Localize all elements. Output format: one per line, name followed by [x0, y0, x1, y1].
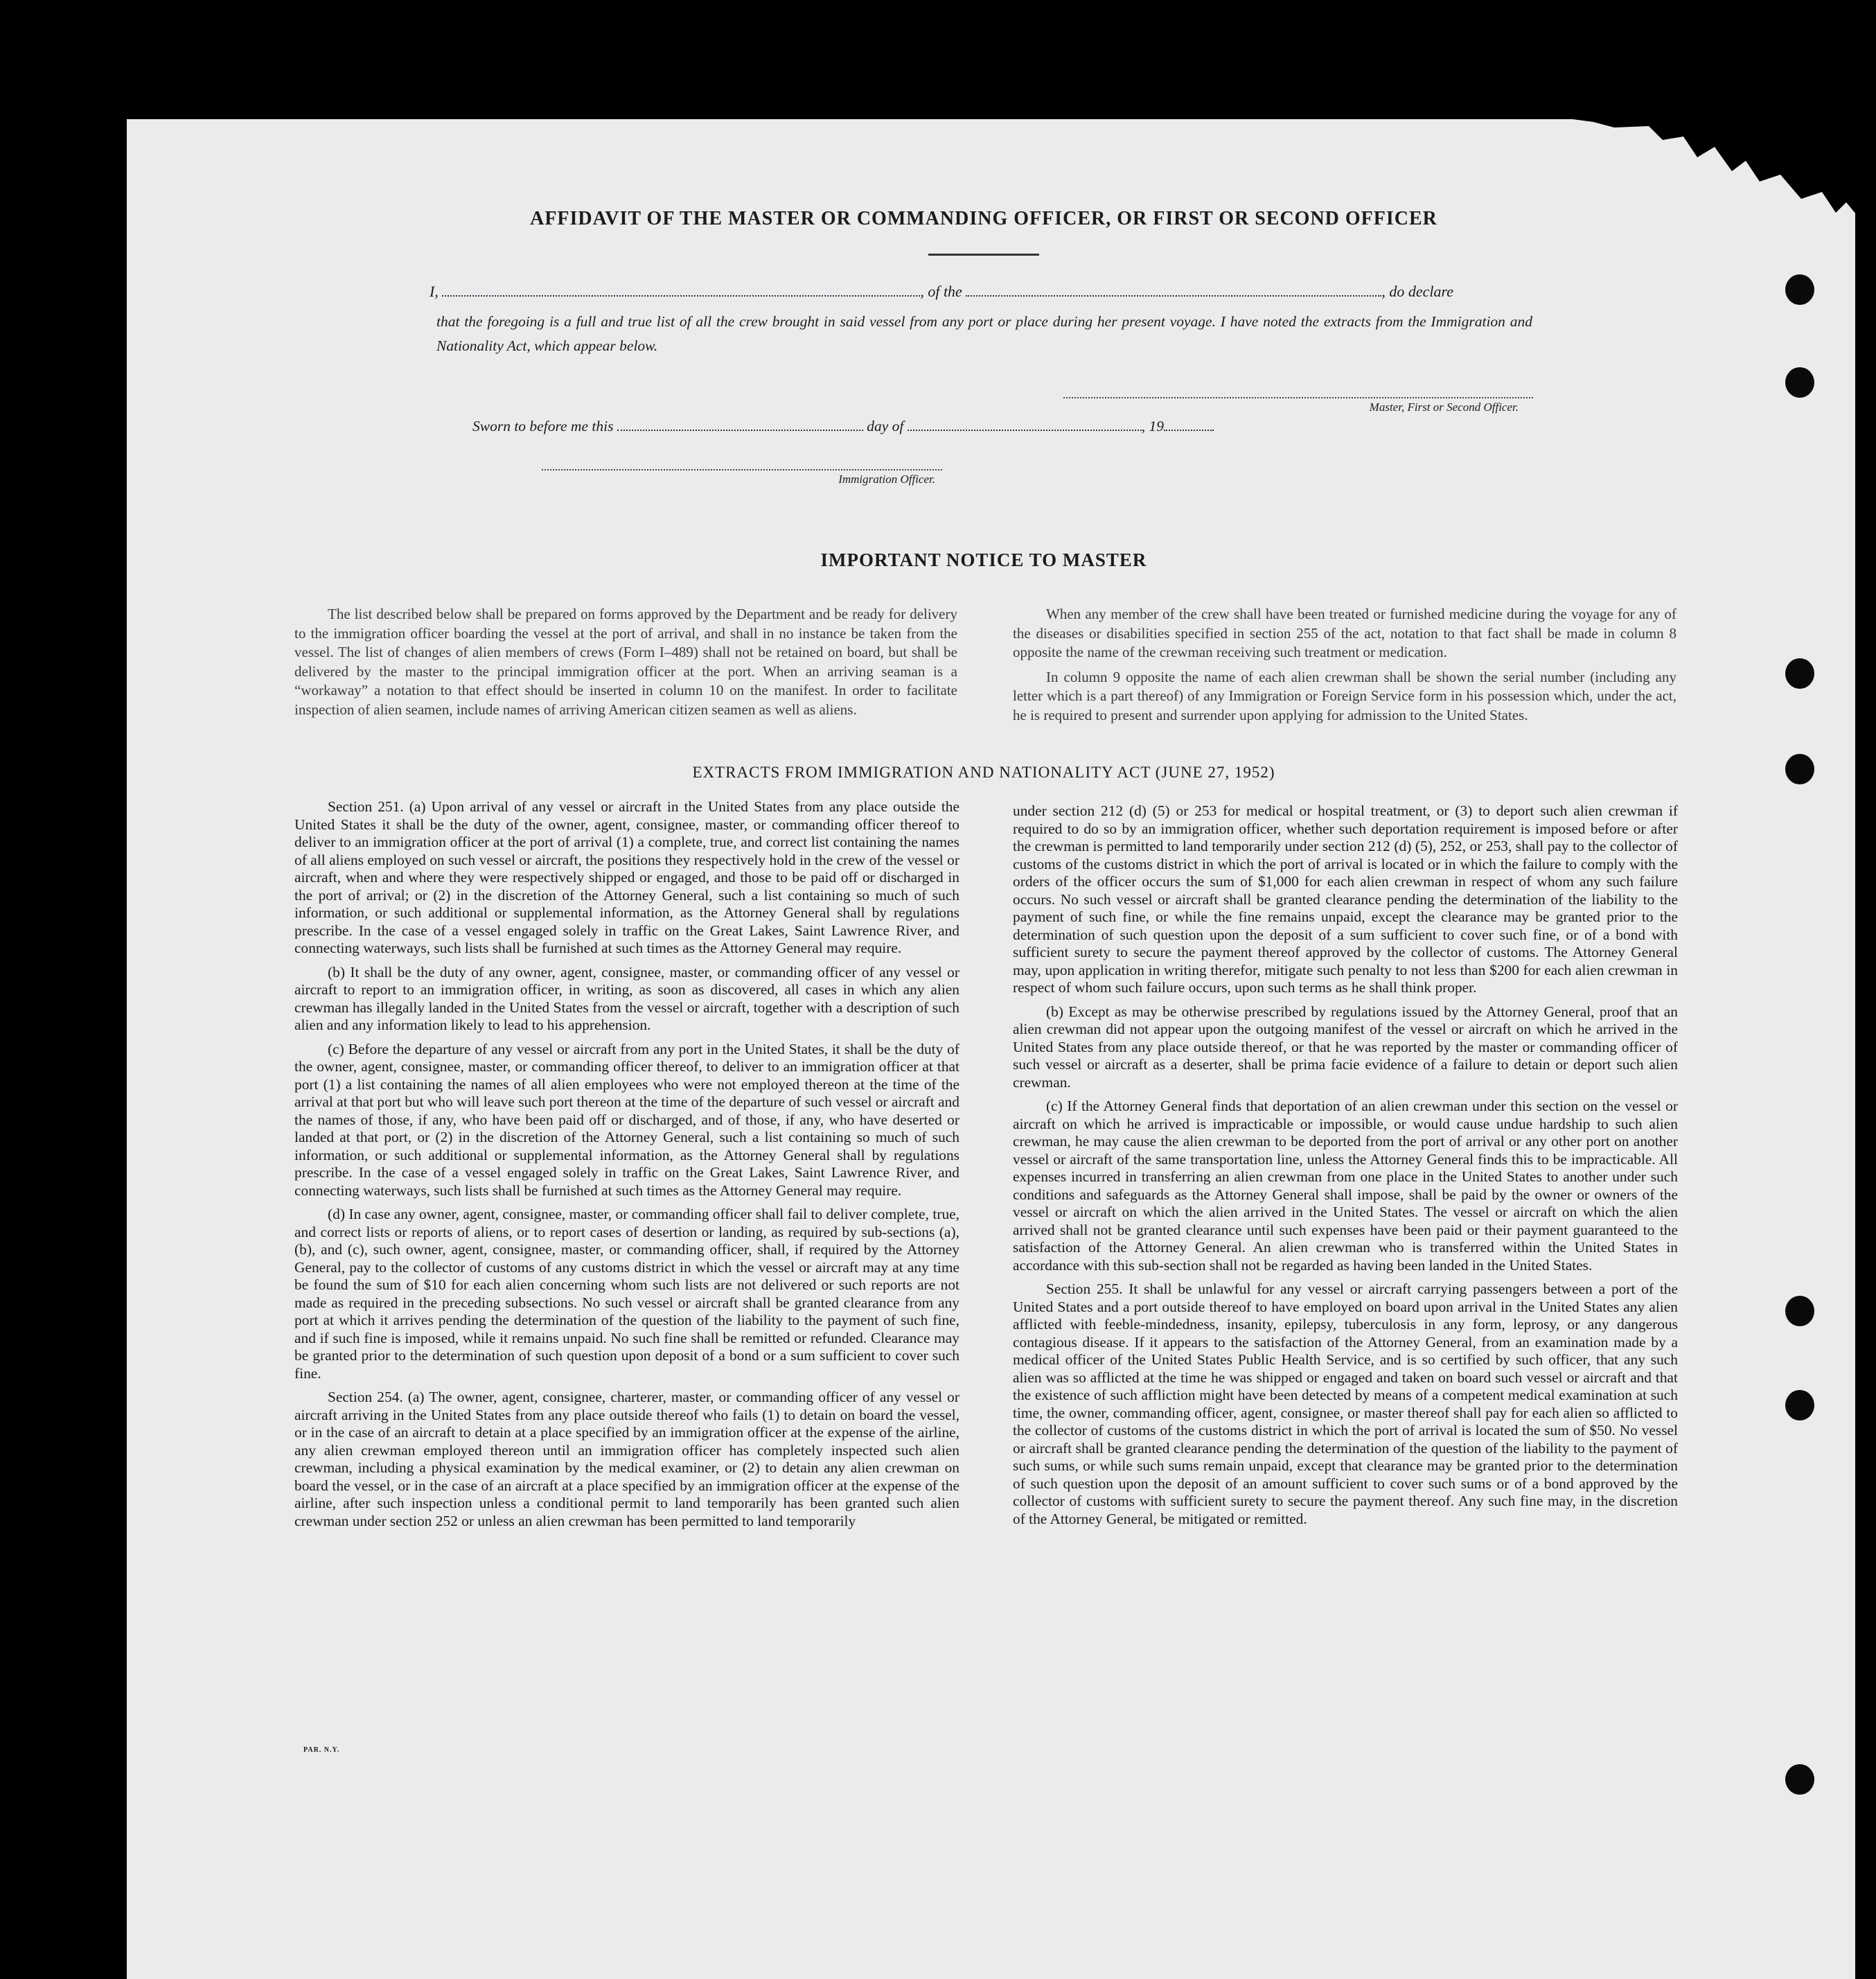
year-prefix: , 19 — [1141, 418, 1164, 434]
day-of-label: day of — [867, 418, 904, 434]
sworn-line — [472, 418, 1442, 435]
sworn-label: Sworn to before me this — [472, 418, 614, 434]
torn-corner — [1573, 119, 1864, 223]
binder-hole — [1785, 367, 1814, 398]
day-blank[interactable] — [617, 423, 863, 431]
printer-mark: PAR. N.Y. — [303, 1746, 340, 1754]
notice-title: IMPORTANT NOTICE TO MASTER — [820, 549, 1147, 570]
section-paragraph: (b) Except as may be otherwise prescribed by regulations issued by the Attorney General, proof that an alien crewman did not appear upon the outgoing manifest of the vessel or aircraft on which he arrived in the United States from any place outside thereof, or that he was reported by the master or commanding officer of such vessel or aircraft as a deserter, shall be prima facie evidence of a failure to detain or deport such alien crewman. — [1013, 1003, 1678, 1091]
binder-hole — [1785, 754, 1814, 784]
binder-hole — [1785, 658, 1814, 689]
master-signature-label: Master, First or Second Officer. — [1369, 401, 1519, 414]
binder-hole — [1785, 1296, 1814, 1326]
notice-paragraph: In column 9 opposite the name of each alien crewman shall be shown the serial number (including any letter which is a part thereof) of any Immigration or Foreign Service form in his possession which, under the act, he is required to present and surrender upon applying for admission to the United States. — [1013, 668, 1676, 723]
section-paragraph: (c) Before the departure of any vessel or aircraft from any port in the United States, it shall be the duty of the owner, agent, consignee, master, or commanding officer thereof, to deliver to an immigration officer at that port (1) a list containing the names of all alien employees who were not employed thereon at the time of the arrival at that port but who will leave such port thereon at the time of the departure of such vessel or aircraft and the names of those, if any, who have been paid off or discharged, and of those, if any, who have deserted or landed at that port, or (2) in the discretion of the Attorney General, such a list containing so much of such information, or such additional or supplemental information, as the Attorney General shall by regulations prescribe. In the case of a vessel engaged solely in traffic on the Great Lakes, Saint Lawrence River, and connecting waterways, such lists shall be furnished at such times as the Attorney General may require. — [294, 1040, 959, 1199]
vessel-blank[interactable] — [966, 288, 1381, 297]
section-paragraph: Section 255. It shall be unlawful for any vessel or aircraft carrying passengers between a port of the United States and a port outside thereof to have employed on board upon arrival in the United States any alien afflicted with feeble-mindedness, insanity, epilepsy, tuberculosis in any form, leprosy, or any dangerous contagious disease. If it appears to the satisfaction of the Attorney General, from an examination made by a medical officer of the United States Public Health Service, and is so certified by such officer, that any such alien was so afflicted at the time he was shipped or engaged and taken on board such vessel or aircraft and that the existence of such affliction might have been detected by means of a competent medical examination at such time, the owner, commanding officer, agent, consignee, or master thereof shall pay for each alien so afflicted to the collector of customs of the customs district in which the port of arrival is located the sum of $50. No vessel or aircraft shall be granted clearance pending the determination of the question of the liability to the payment of such sums, or while such sums remain unpaid, except that clearance may be granted prior to the determination of such question upon the deposit of an amount sufficient to cover such sums or of a bond approved by the collector of customs with sufficient surety to secure the payment thereof. Any such fine may, in the discretion of the Attorney General, be mitigated or remitted. — [1013, 1281, 1678, 1527]
notice-left-column — [294, 605, 957, 725]
officer-signature-line[interactable] — [542, 469, 942, 470]
extracts-title: EXTRACTS FROM IMMIGRATION AND NATIONALITY ACT (JUNE 27, 1952) — [692, 764, 1275, 781]
section-paragraph: under section 212 (d) (5) or 253 for medical or hospital treatment, or (3) to deport such alien crewman if required to do so by an immigration officer, whether such deportation requirement is imposed before or after the crewman is permitted to land temporarily under section 212 (d) (5), 252, or 253, shall pay to the collector of customs of the customs district in which the port of arrival is located or in which the failure to comply with the orders of the officer occurs the sum of $1,000 for each alien crewman in respect of whom any such failure occurs. No such vessel or aircraft shall be granted clearance pending the determination of the liability to the payment of such fine, or while the fine remains unpaid, except the clearance may be granted prior to the determination of such question upon the deposit of a sum sufficient to cover such fine, or of a bond with sufficient surety to secure the payment thereof approved by the collector of customs. The Attorney General may, upon application in writing therefor, mitigate such penalty to not less than $200 for each alien crewman in respect of whom such failure occurs, upon such terms as he shall think proper. — [1013, 802, 1678, 996]
officer-signature-label: Immigration Officer. — [838, 473, 935, 486]
of-the-label: , of the — [920, 283, 962, 300]
month-blank[interactable] — [908, 423, 1142, 431]
section-paragraph: Section 254. (a) The owner, agent, consignee, charterer, master, or commanding officer of any vessel or aircraft arriving in the United States from any place outside thereof who fails (1) to detain on board the vessel, or in the case of an aircraft to detain at a place specified by an immigration officer at the expense of the airline, any alien crewman employed thereon until an immigration officer has completely inspected such alien crewman, including a physical examination by the medical examiner, or (2) to detain any alien crewman on board the vessel, or in the case of an aircraft at a place specified by an immigration officer at the expense of the airline, after such inspection unless a conditional permit to land temporarily has been granted such alien crewman under section 252 or unless an alien crewman has been permitted to land temporarily — [294, 1389, 959, 1529]
declaration-line — [430, 283, 1538, 301]
extracts-left-column — [294, 798, 959, 1536]
declaration-text: that the foregoing is a full and true list of all the crew brought in said vessel from any port or place during her present voyage. I have noted the extracts from the Immigration and Nationality Act, which appear below. — [436, 313, 1532, 354]
section-paragraph: (c) If the Attorney General finds that deportation of an alien crewman under this section on the vessel or aircraft on which he arrived is impracticable or impossible, or would cause undue hardship to such alien crewman, he may cause the alien crewman to be deported from the port of arrival or any other port on another vessel or aircraft of the same transportation line, unless the Attorney General finds this to be impracticable. All expenses incurred in transferring an alien crewman from one place in the United States to another under such conditions and safeguards as the Attorney General shall impose, shall be paid by the owner or owners of the vessel or aircraft on which the alien arrived in the United States. The vessel or aircraft on which the alien arrived shall not be granted clearance until such expenses have been paid or their payment guaranteed to the satisfaction of the Attorney General. An alien crewman who is transferred within the United States in accordance with this sub-section shall not be regarded as having been landed in the United States. — [1013, 1098, 1678, 1274]
name-blank[interactable] — [442, 288, 920, 297]
notice-paragraph: When any member of the crew shall have been treated or furnished medicine during the voyage for any of the diseases or disabilities specified in section 255 of the act, notation to that fact shall be made in column 8 opposite the name of the crewman receiving such treatment or medication. — [1013, 606, 1676, 660]
affidavit-title: AFFIDAVIT OF THE MASTER OR COMMANDING OFFICER, OR FIRST OR SECOND OFFICER — [530, 208, 1437, 229]
i-label: I, — [430, 283, 439, 300]
extracts-right-column — [1013, 802, 1678, 1534]
notice-right-column — [1013, 605, 1676, 730]
do-declare-label: , do declare — [1381, 283, 1453, 300]
notice-paragraph: The list described below shall be prepared on forms approved by the Department and be ready for delivery to the immigration officer boarding the vessel at the port of arrival, and shall in no instance be taken from the vessel. The list of changes of alien members of crews (Form I–489) shall not be retained on board, but shall be delivered by the master to the principal immigration officer at the port. When an arriving seaman is a “workaway” a notation to that effect should be inserted in column 10 on the manifest. In order to facilitate inspection of alien seamen, include names of arriving American citizen seamen as well as aliens. — [294, 606, 957, 718]
section-paragraph: Section 251. (a) Upon arrival of any vessel or aircraft in the United States from any place outside the United States it shall be the duty of the owner, agent, consignee, master, or commanding officer thereof to deliver to an immigration officer at the port of arrival (1) a complete, true, and correct list containing the names of all aliens employed on such vessel or aircraft, the positions they respectively hold in the crew of the vessel or aircraft, when and where they were respectively shipped or engaged, and those to be paid off or discharged in the port of arrival; or (2) in the discretion of the Attorney General, such a list containing so much of such information, or such additional or supplemental information, as the Attorney General shall by regulations prescribe. In the case of a vessel engaged solely in traffic on the Great Lakes, Saint Lawrence River, and connecting waterways, such lists shall be furnished at such times as the Attorney General may require. — [294, 798, 959, 956]
binder-hole — [1785, 1764, 1814, 1795]
year-blank[interactable] — [1164, 423, 1214, 431]
master-signature-line[interactable] — [1063, 397, 1533, 398]
binder-hole — [1785, 274, 1814, 305]
section-paragraph: (b) It shall be the duty of any owner, agent, consignee, master, or commanding officer of any vessel or aircraft to report to an immigration officer, in writing, as soon as discovered, all cases in which any alien crewman has illegally landed in the United States from the vessel or aircraft, together with a description of such alien and any information likely to lead to his apprehension. — [294, 963, 959, 1033]
section-paragraph: (d) In case any owner, agent, consignee, master, or commanding officer shall fail to deliver complete, true, and correct lists or reports of aliens, or to report cases of desertion or landing, as required by sub-sections (a), (b), and (c), such owner, agent, consignee, master, or commanding officer, shall, if required by the Attorney General, pay to the collector of customs of any customs district in which the vessel or aircraft may at any time be found the sum of $10 for each alien concerning whom such lists are not delivered or such reports are not made as required in the preceding subsections. No such vessel or aircraft shall be granted clearance from any port at which it arrives pending the determination of the question of the liability to the payment of such fine, and if such fine is imposed, while it remains unpaid. No such fine shall be remitted or refunded. Clearance may be granted prior to the determination of such question upon deposit of a bond or a sum sufficient to cover such fine. — [294, 1206, 959, 1382]
binder-hole — [1785, 1390, 1814, 1421]
title-underline — [928, 254, 1039, 256]
